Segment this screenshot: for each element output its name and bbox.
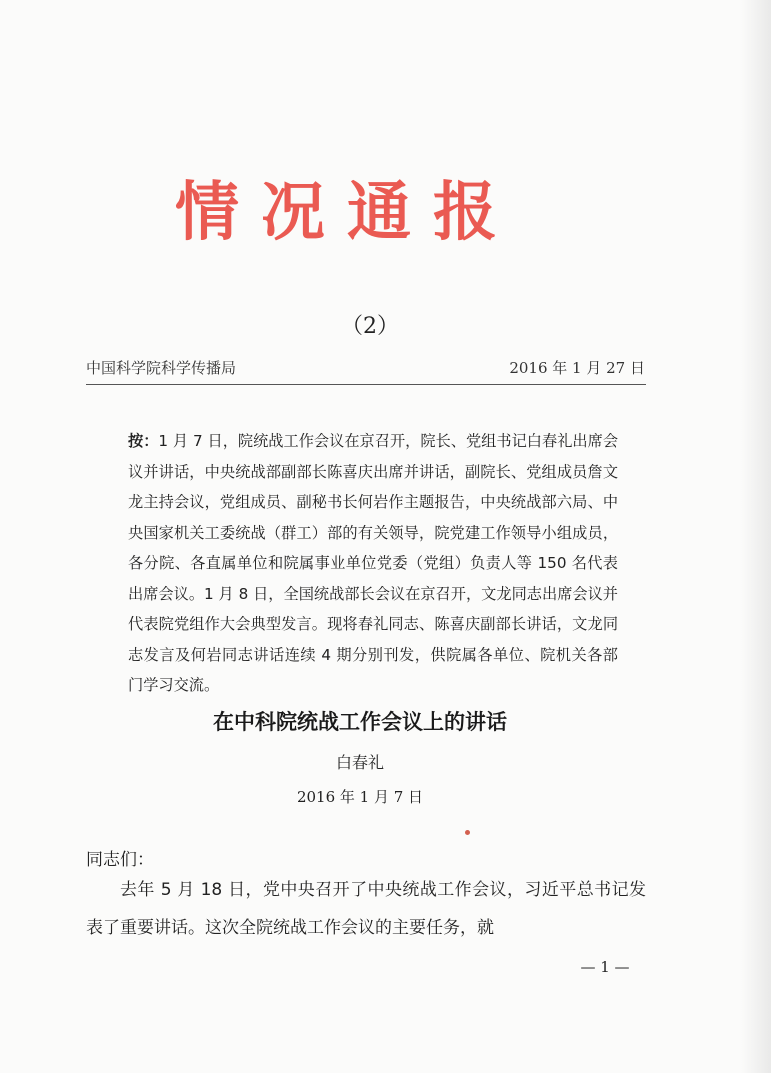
editor-note-label: 按： xyxy=(128,432,159,450)
header-divider xyxy=(86,384,646,385)
speech-date: 2016 年 1 月 7 日 xyxy=(296,788,424,806)
editor-note-text: 1 月 7 日，院统战工作会议在京召开，院长、党组书记白春礼出席会议并讲话，中央统战部副部长陈喜庆出席并讲话，副院长、党组成员詹文龙主持会议，党组成员、副秘书长何岩作主题报告，中央统战部六局、中央国家机关工委统战（群工）部的有关领导，院党建工作领导小组成员，各分院、各直属单位和院属事业单位党委（党组）负责人等 150 名代表出席会议。1 月 8 日，全国统战部长会议在京召开，文龙同志出席会议并代表院党组作大会典型发言。现将春礼同志、陈喜庆副部长讲话，文龙同志发言及何岩同志讲话连续 4 期分别刊发，供院属各单位、院机关各部门学习交流。 xyxy=(128,432,619,694)
speech-title: 在中科院统战工作会议上的讲话 xyxy=(213,710,507,734)
bulletin-title: 情况通报 xyxy=(175,175,519,250)
publish-date: 2016 年 1 月 27 日 xyxy=(509,359,645,377)
publisher-name: 中国科学院科学传播局 xyxy=(86,359,237,377)
page-number: — 1 — xyxy=(580,958,630,976)
scan-edge-shadow xyxy=(741,0,771,1073)
red-ink-dot xyxy=(465,830,470,835)
speech-greeting: 同志们： xyxy=(86,850,154,870)
speech-paragraph: 去年 5 月 18 日，党中央召开了中央统战工作会议，习近平总书记发表了重要讲话。这次全院统战工作会议的主要任务，就 xyxy=(86,880,646,938)
speaker-name: 白春礼 xyxy=(335,753,384,772)
editor-note xyxy=(128,426,618,701)
issue-number: （2） xyxy=(341,314,399,339)
